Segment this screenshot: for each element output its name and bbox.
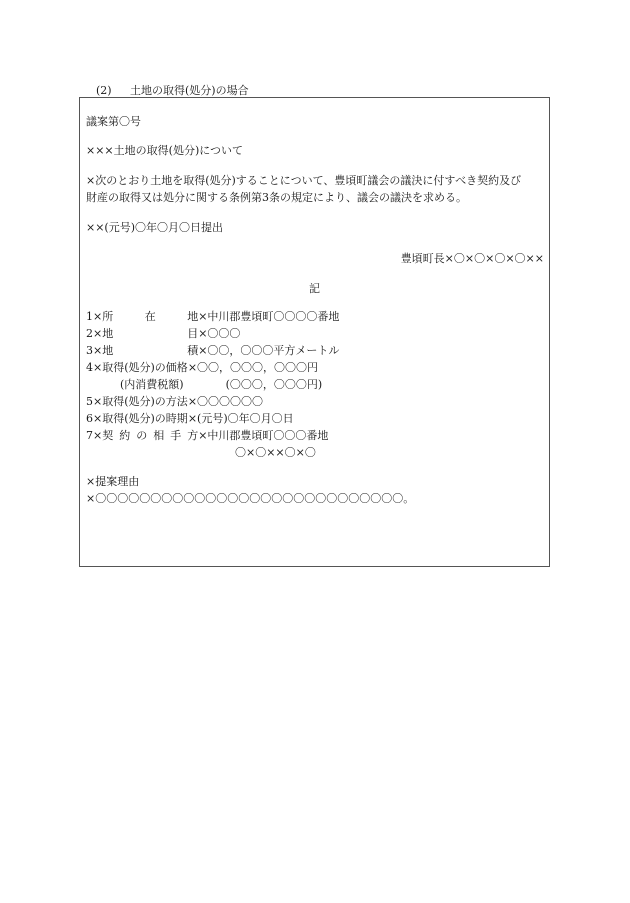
item-label: 所 在 地 [102,310,199,323]
item-label: 地 目 [102,327,199,340]
item-value: (〇〇〇，〇〇〇円) [225,378,323,391]
item-value: ×〇〇，〇〇〇平方メートル [198,344,340,357]
item-value: ×〇〇，〇〇〇，〇〇〇円 [187,361,319,374]
item-value: 〇×〇××〇×〇 [235,446,316,459]
item-method [86,395,263,409]
item-label: 契 約 の 相 手 方 [102,429,199,442]
item-prefix: 5× [86,395,103,408]
submission-date: ××(元号)〇年〇月〇日提出 [86,221,224,234]
reason-title: ×提案理由 [86,475,140,488]
reason-text: ×〇〇〇〇〇〇〇〇〇〇〇〇〇〇〇〇〇〇〇〇〇〇〇〇〇〇〇〇。 [86,492,415,505]
section-title: 土地の取得(処分)の場合 [130,84,249,97]
item-label: 地 積 [102,344,199,357]
item-counterparty [86,429,328,443]
item-label: 取得(処分)の価格 [102,361,188,374]
item-value: ×〇〇〇〇〇〇 [187,395,264,408]
item-label: 取得(処分)の時期 [102,412,188,425]
body-line-1: ×次のとおり土地を取得(処分)することについて、豊頃町議会の議決に付すべき契約及び [86,174,522,187]
item-land-area [86,344,339,358]
item-counterparty-name [235,446,316,460]
section-number: (2) [96,84,112,97]
section-heading [96,82,249,98]
item-land-category [86,327,240,341]
body-line-2: 財産の取得又は処分に関する条例第3条の規定により、議会の議決を求める。 [86,191,467,204]
item-value: ×中川郡豊頃町〇〇〇〇番地 [198,310,340,323]
item-location [86,310,339,324]
item-prefix: 1× [86,310,103,323]
item-label: (内消費税額) [120,378,184,391]
item-value: ×中川郡豊頃町〇〇〇番地 [198,429,329,442]
item-prefix: 7× [86,429,103,442]
item-prefix: 3× [86,344,103,357]
document-frame [79,97,550,567]
item-label: 取得(処分)の方法 [102,395,188,408]
item-price [86,361,318,375]
item-value: ×〇〇〇 [198,327,241,340]
item-timing [86,412,294,426]
submitter: 豊頃町長×〇×〇×〇×〇×× [400,252,544,265]
item-prefix: 4× [86,361,103,374]
item-value: ×(元号)〇年〇月〇日 [187,412,294,425]
ki-heading: 記 [309,282,320,295]
item-prefix: 2× [86,327,103,340]
bill-number: 議案第〇号 [86,115,141,128]
item-tax [120,378,322,392]
bill-subject: ×××土地の取得(処分)について [86,144,244,157]
item-prefix: 6× [86,412,103,425]
